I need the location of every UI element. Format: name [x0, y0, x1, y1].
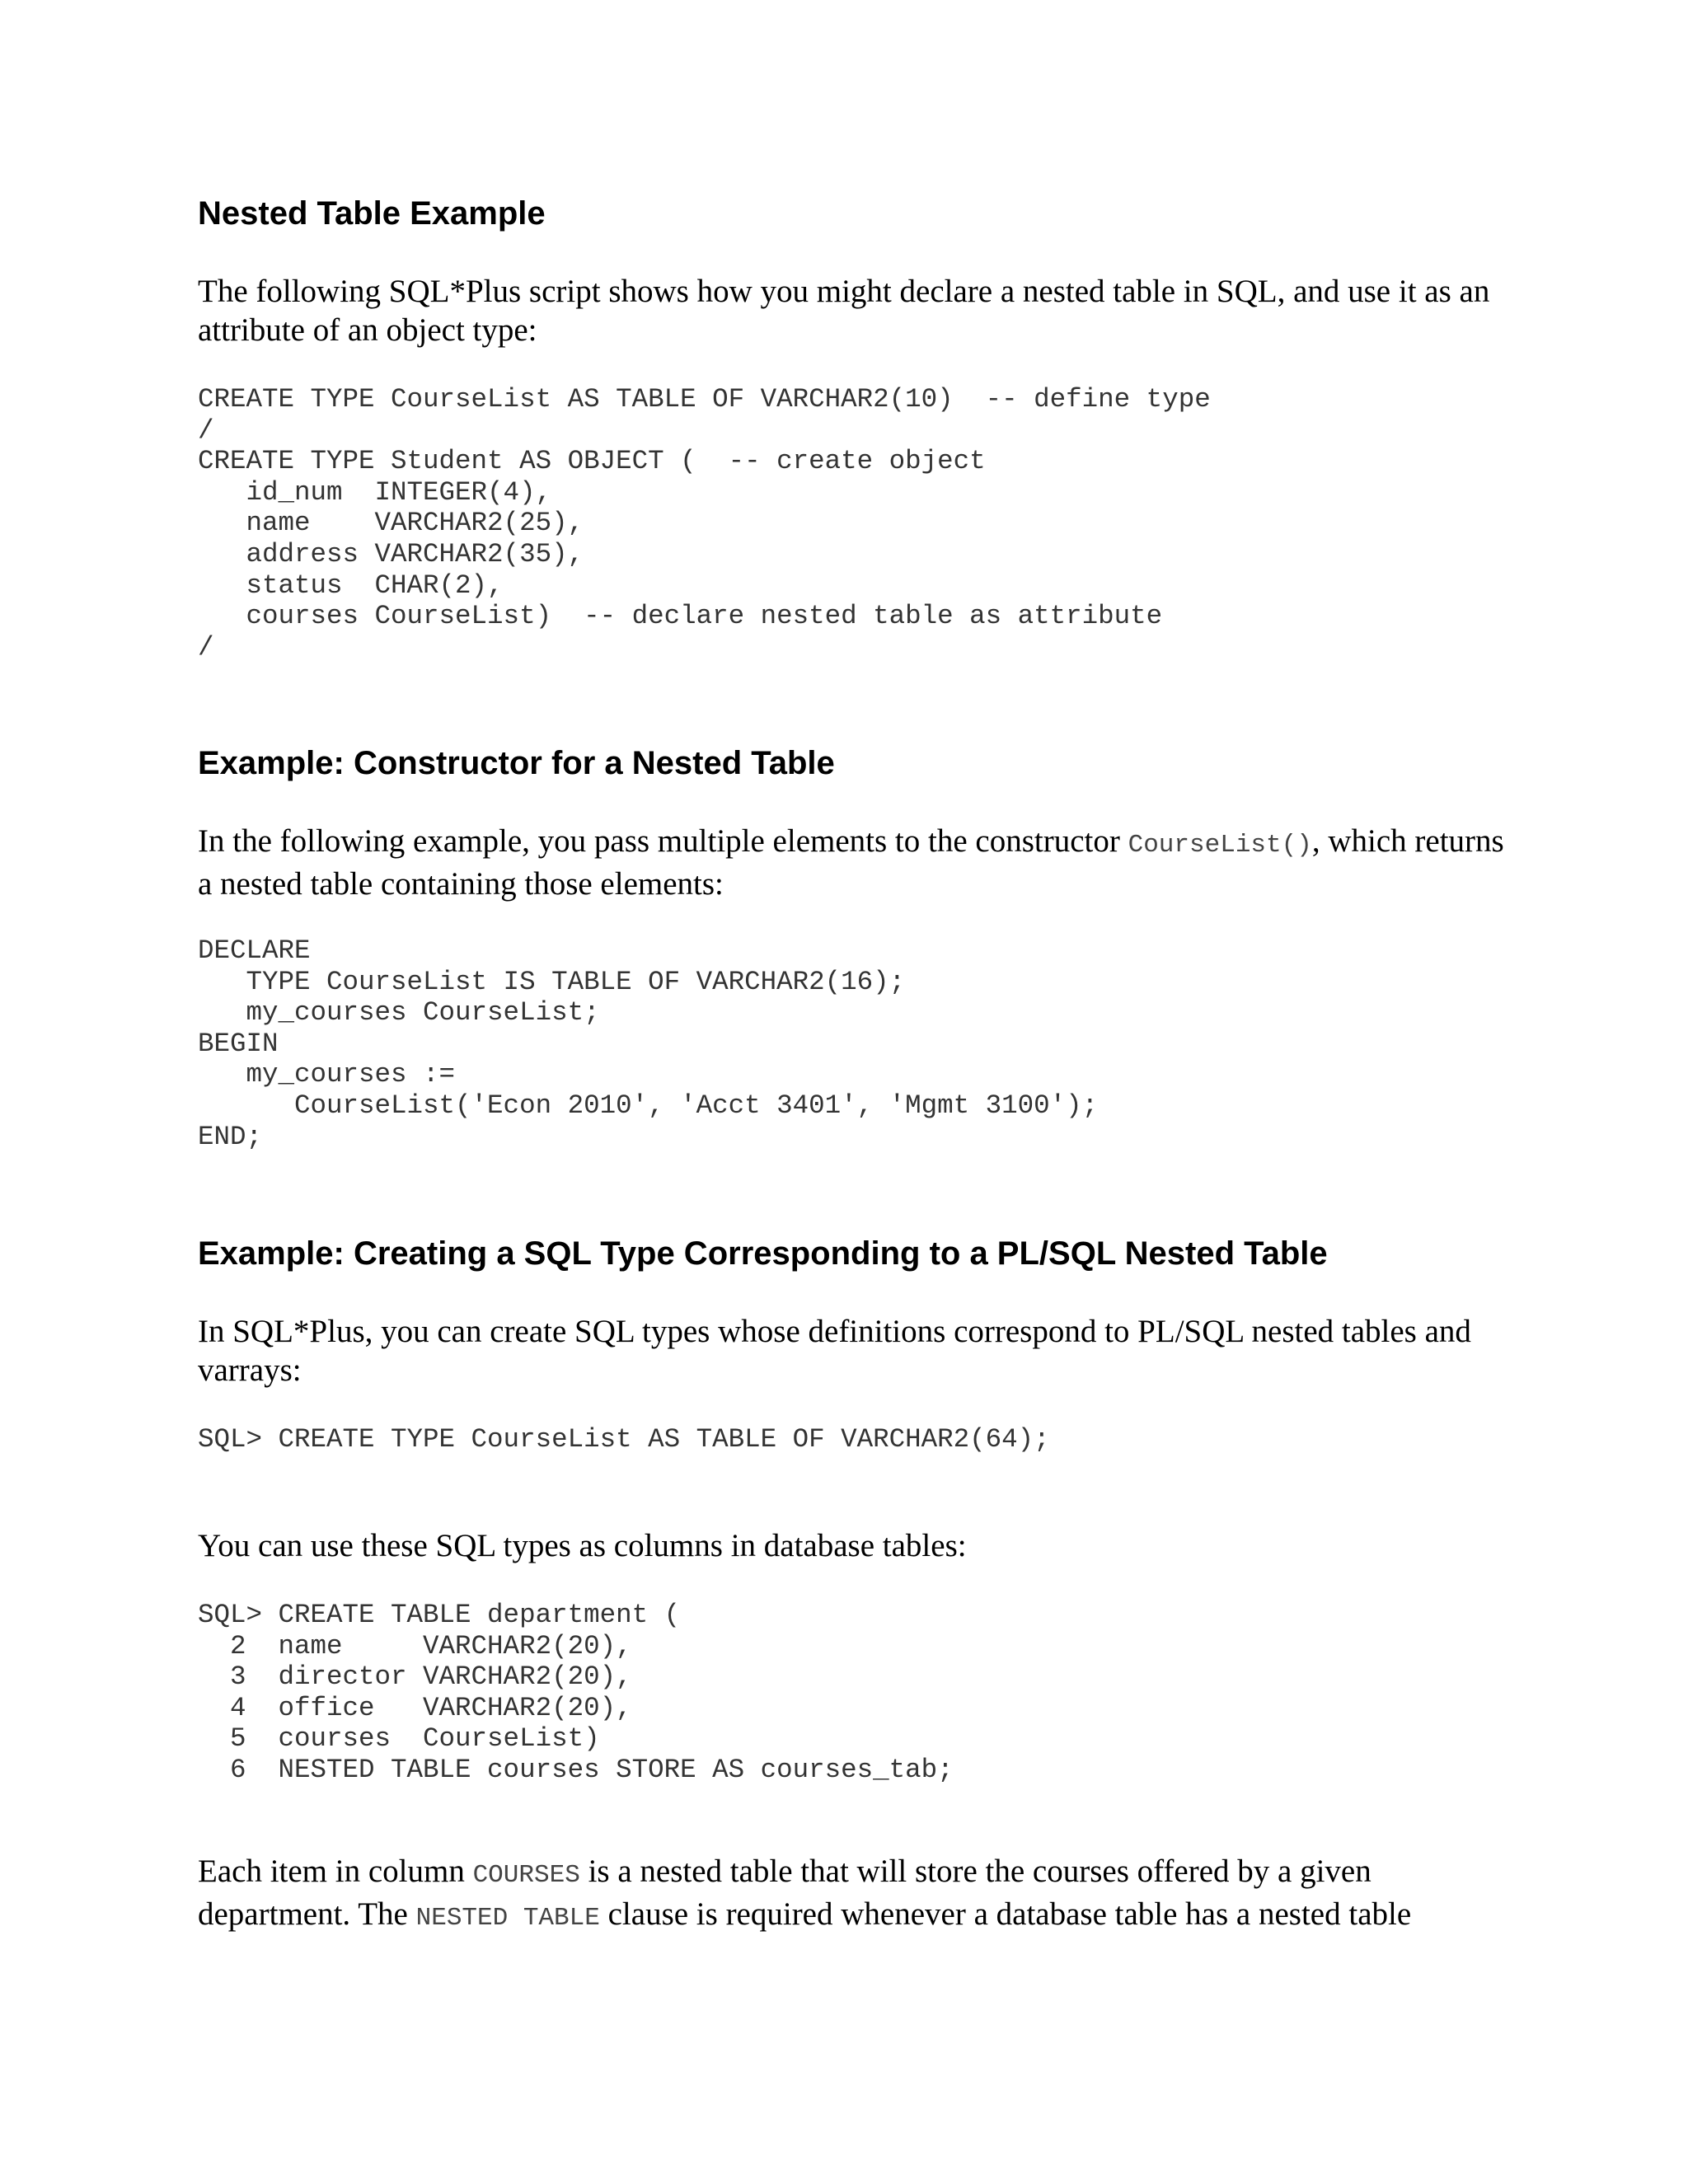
courses-description-text-mid: is a nested table that will store the courses offered by a given department. The	[198, 1854, 1372, 1932]
constructor-inline-code: CourseList()	[1128, 831, 1312, 860]
constructor-intro-text-end: , which returns a nested table containing those elements:	[198, 823, 1504, 902]
code-block-create-type: CREATE TYPE CourseList AS TABLE OF VARCHAR2(10) -- define type / CREATE TYPE Student AS OBJECT ( -- create object id_num INTEGER(4), name VARCHAR2(25), address VARCHAR2(35), status CHAR(2), courses CourseList) -- declare nested table as attribute /	[198, 384, 1211, 663]
courses-description	[198, 1852, 1517, 1938]
sql-type-intro: In SQL*Plus, you can create SQL types whose definitions correspond to PL/SQL nested tables and varrays:	[198, 1314, 1471, 1388]
constructor-intro	[198, 822, 1517, 903]
code-block-declare: DECLARE TYPE CourseList IS TABLE OF VARCHAR2(16); my_courses CourseList; BEGIN my_courses := CourseList('Econ 2010', 'Acct 3401', 'Mgmt 3100'); END;	[198, 935, 1099, 1152]
columns-intro: You can use these SQL types as columns in database tables:	[198, 1528, 967, 1563]
courses-description-text: Each item in column	[198, 1854, 473, 1889]
section-heading-sql-type: Example: Creating a SQL Type Corresponding to a PL/SQL Nested Table	[198, 1235, 1328, 1272]
constructor-intro-text: In the following example, you pass multiple elements to the constructor	[198, 823, 1128, 859]
courses-inline-code: COURSES	[472, 1861, 580, 1890]
nested-table-intro: The following SQL*Plus script shows how you might declare a nested table in SQL, and use it as an attribute of an object type:	[198, 274, 1490, 348]
nested-table-inline-code: NESTED TABLE	[415, 1904, 600, 1933]
section-heading-constructor: Example: Constructor for a Nested Table	[198, 745, 835, 781]
code-block-create-table: SQL> CREATE TABLE department ( 2 name VARCHAR2(20), 3 director VARCHAR2(20), 4 office VARCHAR2(20), 5 courses CourseList) 6 NESTED TABLE courses STORE AS courses_tab;	[198, 1600, 954, 1785]
courses-description-text-end: clause is required whenever a database table has a nested table	[599, 1896, 1412, 1932]
section-heading-nested-table: Nested Table Example	[198, 195, 546, 232]
code-block-sql-create-type: SQL> CREATE TYPE CourseList AS TABLE OF VARCHAR2(64);	[198, 1424, 1050, 1455]
